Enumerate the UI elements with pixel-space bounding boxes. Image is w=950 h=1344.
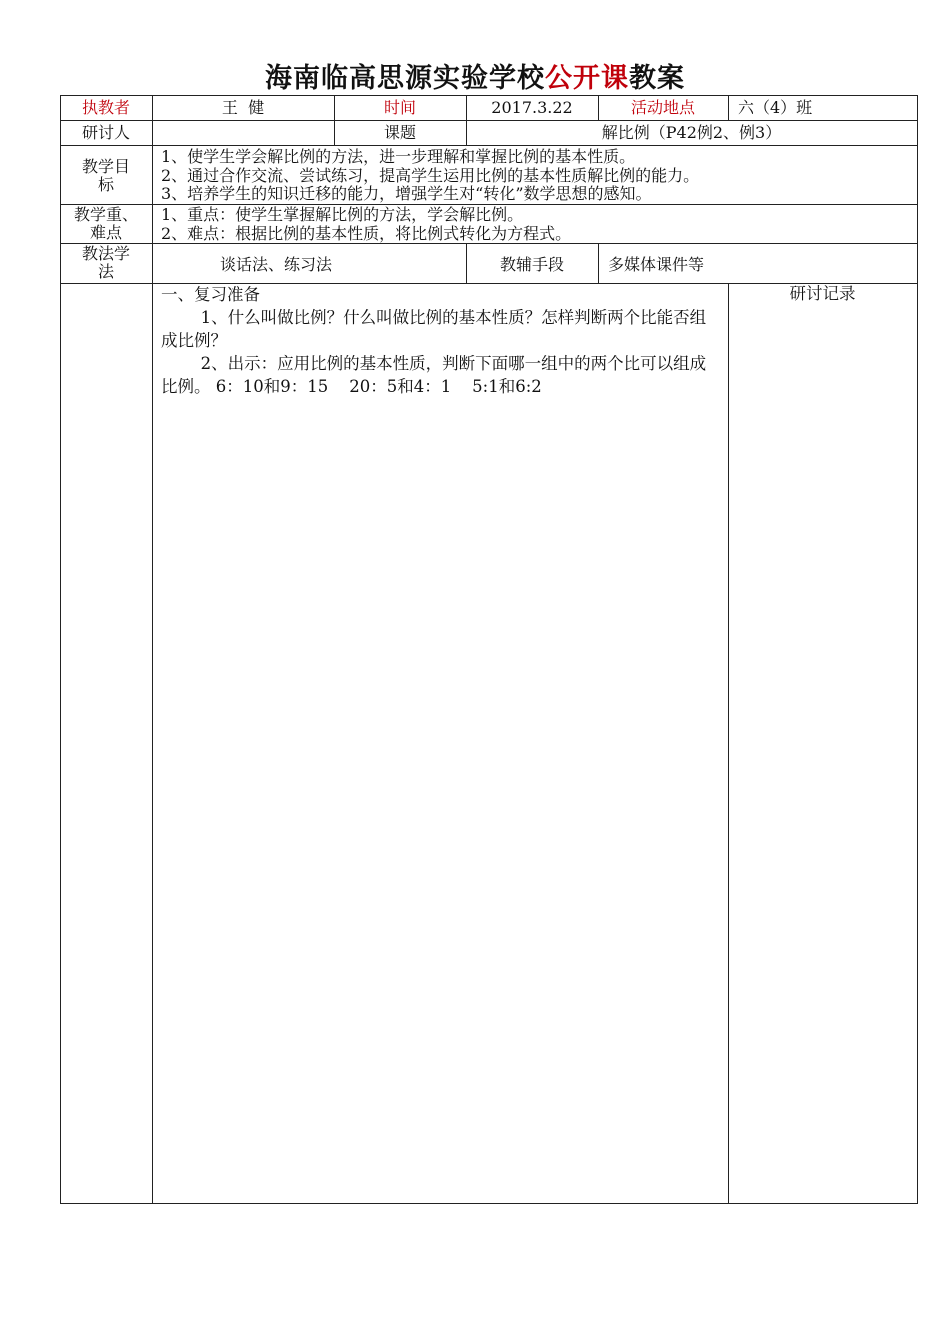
- objectives-label: [60, 158, 152, 194]
- research-label: 研讨人: [81, 123, 130, 142]
- keypoints-label-line: 难点: [89, 223, 122, 242]
- table-rule: [152, 95, 153, 1204]
- teacher-value: 王 健: [221, 98, 265, 117]
- table-rule: [60, 1203, 918, 1204]
- time-value: 2017.3.22: [491, 98, 573, 117]
- objectives-label-line: 标: [97, 175, 114, 194]
- objective-item: 2、通过合作交流、尝试练习，提高学生运用比例的基本性质解比例的能力。: [161, 165, 700, 185]
- lesson-content: [161, 283, 722, 398]
- title-suffix: 教案: [629, 63, 685, 94]
- objective-item: 3、培养学生的知识迁移的能力，增强学生对“转化”数学思想的感知。: [161, 184, 652, 203]
- methods-value: 谈话法、练习法: [220, 255, 333, 274]
- table-rule: [60, 120, 918, 121]
- keypoints-list: [161, 206, 911, 243]
- objective-item: 1、使学生学会解比例的方法，进一步理解和掌握比例的基本性质。: [161, 147, 636, 166]
- teaching-aid-value: 多媒体课件等: [608, 255, 705, 274]
- document-title: [0, 56, 950, 95]
- methods-label-line: 法: [97, 262, 114, 281]
- objectives-label-line: 教学目: [81, 157, 130, 176]
- table-rule: [917, 95, 918, 1204]
- teacher-label: 执教者: [81, 98, 130, 117]
- objectives-list: [161, 148, 911, 204]
- methods-label-line: 教法学: [81, 244, 130, 263]
- topic-label: 课题: [383, 123, 416, 142]
- title-school: 海南临高思源实验学校: [265, 63, 545, 94]
- keypoints-label-line: 教学重、: [73, 205, 138, 224]
- table-rule: [60, 145, 918, 146]
- table-rule: [598, 243, 599, 284]
- table-rule: [60, 243, 918, 244]
- table-rule: [60, 95, 918, 96]
- topic-value: 解比例（P42例2、例3）: [601, 123, 782, 142]
- table-rule: [728, 283, 729, 1204]
- keypoint-item: 1、重点：使学生掌握解比例的方法，学会解比例。: [161, 205, 524, 224]
- notes-label: 研讨记录: [789, 284, 856, 303]
- place-label: 活动地点: [630, 98, 695, 117]
- keypoint-item: 2、难点：根据比例的基本性质，将比例式转化为方程式。: [161, 223, 572, 243]
- keypoints-label: [60, 206, 152, 242]
- place-value: 六（4）班: [738, 98, 813, 117]
- review-question-2: 2、出示：应用比例的基本性质，判断下面哪一组中的两个比可以组成比例。 6：10和9：15 20：5和4：1 5:1和6:2: [161, 354, 707, 396]
- methods-label: [60, 245, 152, 281]
- time-label: 时间: [383, 98, 416, 117]
- title-highlight: 公开课: [545, 63, 629, 94]
- review-question-1: 1、什么叫做比例？什么叫做比例的基本性质？怎样判断两个比能否组成比例？: [161, 308, 707, 350]
- teaching-aid-label: 教辅手段: [499, 255, 564, 274]
- table-rule: [728, 95, 729, 121]
- section-heading: 一、复习准备: [161, 285, 260, 304]
